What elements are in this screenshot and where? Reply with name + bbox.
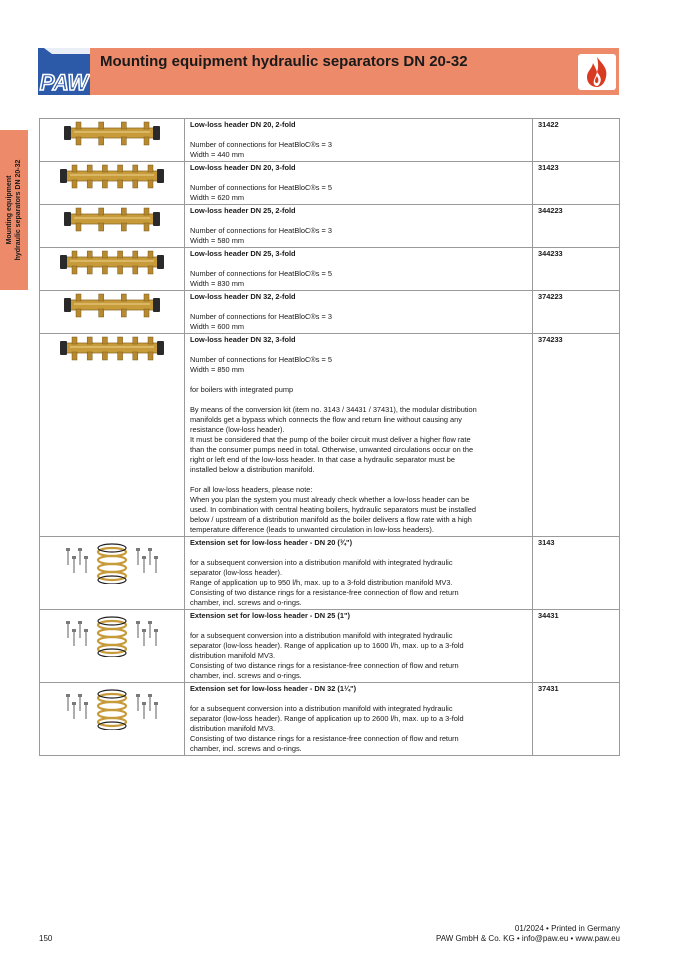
product-description-line: By means of the conversion kit (item no. 3143 / 34431 / 37431), the modular distribution (190, 405, 477, 414)
spacer (190, 216, 527, 226)
product-description-line: Consisting of two distance rings for a resistance-free connection of flow and return (190, 734, 459, 743)
low-loss-header-illustration (60, 335, 164, 363)
spacer (190, 259, 527, 269)
product-image-cell (40, 610, 185, 683)
spacer (190, 375, 527, 385)
product-description-line: chamber, incl. screws and o-rings. (190, 671, 302, 680)
extension-set-illustration (62, 684, 162, 730)
product-description-line: When you plan the system you must already check whether a low-loss header can be (190, 495, 470, 504)
product-image-cell (40, 205, 185, 248)
product-description-line: Number of connections for HeatBloC®s = 5 (190, 269, 333, 278)
product-code: 31422 (533, 119, 620, 162)
section-side-tab (0, 130, 28, 290)
product-title: Low-loss header DN 20, 2-fold (190, 120, 296, 129)
product-description-line: used. In combination with central heating boilers, hydraulic separators must be installed (190, 505, 476, 514)
product-description-cell (185, 334, 533, 537)
product-image-cell (40, 248, 185, 291)
product-image-cell (40, 334, 185, 537)
page-title: Mounting equipment hydraulic separators DN 20-32 (100, 53, 468, 70)
flame-icon (578, 54, 616, 90)
product-description-line: than the consumer pumps need in total. Otherwise, unwanted circulations occur on the (190, 445, 474, 454)
side-tab-line-1: Mounting equipment (6, 175, 13, 245)
product-title: Extension set for low-loss header - DN 25 (1") (190, 611, 350, 620)
product-description-line: Range of application up to 950 l/h, max. up to a 3-fold distribution manifold MV3. (190, 578, 453, 587)
low-loss-header-illustration (64, 120, 160, 148)
footer-company: PAW GmbH & Co. KG • info@paw.eu • www.paw.eu (435, 934, 620, 943)
table-row (40, 291, 620, 334)
product-description-cell (185, 683, 533, 756)
product-description-line: Number of connections for HeatBloC®s = 3 (190, 226, 333, 235)
product-description-line: Width = 850 mm (190, 365, 245, 374)
header-bar (90, 48, 619, 95)
product-description-cell (185, 205, 533, 248)
product-image-cell (40, 537, 185, 610)
product-description-line: below / upstream of a distribution manifold as the boiler delivers a flow rate with a high (190, 515, 472, 524)
page-number: 150 (39, 934, 53, 943)
product-description-line: chamber, incl. screws and o-rings. (190, 598, 302, 607)
table-row (40, 610, 620, 683)
product-description-line: for a subsequent conversion into a distribution manifold with integrated hydraulic (190, 631, 453, 640)
product-description-line: Width = 830 mm (190, 279, 245, 288)
product-description-line: right or left end of the low-loss header. In that case a hydraulic separator must be (190, 455, 455, 464)
product-code: 374223 (533, 291, 620, 334)
product-description-line: It must be considered that the pump of the boiler circuit must deliver a higher flow rate (190, 435, 471, 444)
product-description-cell (185, 537, 533, 610)
table-row (40, 334, 620, 537)
product-description-line: Width = 620 mm (190, 193, 245, 202)
spacer (190, 395, 527, 405)
product-description-line: manifolds get a bypass which connects the flow and return line without causing any (190, 415, 462, 424)
flame-icon-box (578, 54, 616, 90)
product-title: Extension set for low-loss header - DN 20 (¾") (190, 538, 353, 547)
low-loss-header-illustration (60, 249, 164, 277)
product-image-cell (40, 119, 185, 162)
table-row (40, 683, 620, 756)
product-image-cell (40, 291, 185, 334)
product-code: 37431 (533, 683, 620, 756)
product-description-line: Number of connections for HeatBloC®s = 5 (190, 355, 333, 364)
low-loss-header-illustration (64, 206, 160, 234)
product-description-line: separator (low-loss header). Range of application up to 1600 l/h, max. up to a 3-fold (190, 641, 464, 650)
spacer (190, 475, 527, 485)
product-description-cell (185, 610, 533, 683)
product-code: 31423 (533, 162, 620, 205)
product-description-line: distribution manifold MV3. (190, 651, 276, 660)
product-description-line: For all low-loss headers, please note: (190, 485, 313, 494)
product-description-line: Number of connections for HeatBloC®s = 3 (190, 312, 333, 321)
product-description-line: Number of connections for HeatBloC®s = 3 (190, 140, 333, 149)
product-description-line: for a subsequent conversion into a distribution manifold with integrated hydraulic (190, 704, 453, 713)
footer-info (436, 924, 620, 944)
product-code: 344223 (533, 205, 620, 248)
product-title: Low-loss header DN 32, 3-fold (190, 335, 296, 344)
svg-text:PAW: PAW (39, 70, 89, 95)
table-row (40, 537, 620, 610)
product-description-cell (185, 119, 533, 162)
product-description-line: Width = 580 mm (190, 236, 245, 245)
product-code: 34431 (533, 610, 620, 683)
product-description-line: Consisting of two distance rings for a resistance-free connection of flow and return (190, 661, 459, 670)
product-description-line: Width = 440 mm (190, 150, 245, 159)
logo-mark-icon (38, 48, 90, 95)
product-code: 344233 (533, 248, 620, 291)
side-tab-line-2: hydraulic separators DN 20-32 (15, 159, 22, 261)
product-image-cell (40, 162, 185, 205)
extension-set-illustration (62, 538, 162, 584)
product-description-cell (185, 162, 533, 205)
product-title: Low-loss header DN 32, 2-fold (190, 292, 296, 301)
product-description-line: Number of connections for HeatBloC®s = 5 (190, 183, 333, 192)
spacer (190, 694, 527, 704)
low-loss-header-illustration (64, 292, 160, 320)
low-loss-header-illustration (60, 163, 164, 191)
product-title: Low-loss header DN 25, 3-fold (190, 249, 296, 258)
product-description-line: installed below a distribution manifold. (190, 465, 315, 474)
spacer (190, 621, 527, 631)
spacer (190, 130, 527, 140)
product-description-line: Consisting of two distance rings for a resistance-free connection of flow and return (190, 588, 459, 597)
table-row (40, 248, 620, 291)
footer-printed: 01/2024 • Printed in Germany (514, 924, 620, 933)
paw-logo (38, 48, 90, 95)
side-tab-label (5, 135, 23, 285)
product-table-body (40, 119, 620, 756)
product-description-line: resistance (low-loss header). (190, 425, 285, 434)
spacer (190, 345, 527, 355)
product-description-line: separator (low-loss header). (190, 568, 283, 577)
product-description-line: for a subsequent conversion into a distribution manifold with integrated hydraulic (190, 558, 453, 567)
product-code: 3143 (533, 537, 620, 610)
product-title: Low-loss header DN 20, 3-fold (190, 163, 296, 172)
extension-set-illustration (62, 611, 162, 657)
table-row (40, 162, 620, 205)
product-description-cell (185, 291, 533, 334)
product-description-line: separator (low-loss header). Range of application up to 2600 l/h, max. up to a 3-fold (190, 714, 464, 723)
table-row (40, 119, 620, 162)
product-description-line: for boilers with integrated pump (190, 385, 294, 394)
table-row (40, 205, 620, 248)
product-description-line: chamber, incl. screws and o-rings. (190, 744, 302, 753)
spacer (190, 548, 527, 558)
product-description-line: distribution manifold MV3. (190, 724, 276, 733)
product-description-cell (185, 248, 533, 291)
product-title: Low-loss header DN 25, 2-fold (190, 206, 296, 215)
product-title: Extension set for low-loss header - DN 32 (1¼") (190, 684, 357, 693)
product-table (39, 118, 620, 756)
product-image-cell (40, 683, 185, 756)
spacer (190, 173, 527, 183)
product-code: 374233 (533, 334, 620, 537)
product-description-line: Width = 600 mm (190, 322, 245, 331)
spacer (190, 302, 527, 312)
product-description-line: temperature difference (leads to unwanted circulation in low-loss headers). (190, 525, 434, 534)
